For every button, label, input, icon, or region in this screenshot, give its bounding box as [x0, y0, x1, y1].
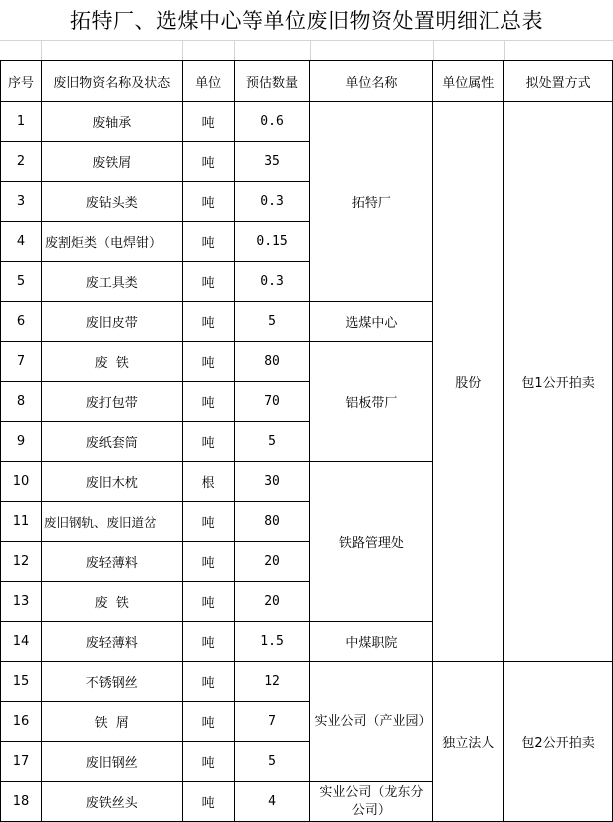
- row-number: 12: [1, 542, 42, 582]
- item-quantity: 4: [234, 782, 310, 822]
- item-unit: 吨: [182, 702, 234, 742]
- unit-name-cell: 实业公司（龙东分公司）: [310, 782, 433, 822]
- item-unit: 吨: [182, 142, 234, 182]
- item-name: 废旧皮带: [41, 302, 182, 342]
- unit-name-cell: 实业公司（产业园）: [310, 662, 433, 782]
- item-name: 废轴承: [41, 102, 182, 142]
- item-unit: 吨: [182, 382, 234, 422]
- row-number: 13: [1, 582, 42, 622]
- item-unit: 吨: [182, 582, 234, 622]
- row-number: 14: [1, 622, 42, 662]
- item-name: 废旧钢丝: [41, 742, 182, 782]
- item-name: 废割炬类（电焊钳）: [41, 222, 182, 262]
- item-unit: 吨: [182, 662, 234, 702]
- item-quantity: 7: [234, 702, 310, 742]
- item-quantity: 12: [234, 662, 310, 702]
- item-unit: 吨: [182, 542, 234, 582]
- row-number: 2: [1, 142, 42, 182]
- item-name: 废 铁: [41, 342, 182, 382]
- table-row: [1, 662, 613, 702]
- row-number: 16: [1, 702, 42, 742]
- header-cell-qty: 预估数量: [234, 61, 310, 102]
- item-name: 废钻头类: [41, 182, 182, 222]
- item-quantity: 1.5: [234, 622, 310, 662]
- header-cell-disposal: 拟处置方式: [504, 61, 613, 102]
- item-quantity: 20: [234, 582, 310, 622]
- item-quantity: 20: [234, 542, 310, 582]
- item-quantity: 30: [234, 462, 310, 502]
- table-row: [1, 102, 613, 142]
- item-unit: 吨: [182, 302, 234, 342]
- row-number: 11: [1, 502, 42, 542]
- item-unit: 吨: [182, 222, 234, 262]
- disposal-method-cell: 包2公开拍卖: [504, 662, 613, 822]
- row-number: 6: [1, 302, 42, 342]
- item-name: 不锈钢丝: [41, 662, 182, 702]
- item-quantity: 80: [234, 342, 310, 382]
- item-quantity: 5: [234, 302, 310, 342]
- row-number: 4: [1, 222, 42, 262]
- item-quantity: 70: [234, 382, 310, 422]
- unit-attribute-cell: 股份: [433, 102, 504, 662]
- item-quantity: 35: [234, 142, 310, 182]
- item-unit: 吨: [182, 622, 234, 662]
- header-cell-unit-name: 单位名称: [310, 61, 433, 102]
- unit-attribute-cell: 独立法人: [433, 662, 504, 822]
- item-name: 废铁丝头: [41, 782, 182, 822]
- item-unit: 吨: [182, 502, 234, 542]
- item-quantity: 0.6: [234, 102, 310, 142]
- header-cell-unit: 单位: [182, 61, 234, 102]
- row-number: 18: [1, 782, 42, 822]
- item-unit: 吨: [182, 182, 234, 222]
- row-number: 1: [1, 102, 42, 142]
- row-number: 17: [1, 742, 42, 782]
- header-cell-name: 废旧物资名称及状态: [41, 61, 182, 102]
- disposal-method-cell: 包1公开拍卖: [504, 102, 613, 662]
- disposal-detail-table: [0, 60, 613, 822]
- item-name: 废轻薄料: [41, 622, 182, 662]
- item-unit: 吨: [182, 342, 234, 382]
- item-unit: 吨: [182, 102, 234, 142]
- item-name: 废铁屑: [41, 142, 182, 182]
- row-number: 5: [1, 262, 42, 302]
- row-number: 9: [1, 422, 42, 462]
- item-name: 废工具类: [41, 262, 182, 302]
- item-quantity: 5: [234, 422, 310, 462]
- row-number: 7: [1, 342, 42, 382]
- header-cell-no: 序号: [1, 61, 42, 102]
- item-name: 废轻薄料: [41, 542, 182, 582]
- item-quantity: 5: [234, 742, 310, 782]
- unit-name-cell: 拓特厂: [310, 102, 433, 302]
- item-unit: 吨: [182, 782, 234, 822]
- unit-name-cell: 中煤职院: [310, 622, 433, 662]
- header-cell-attribute: 单位属性: [433, 61, 504, 102]
- item-quantity: 0.3: [234, 182, 310, 222]
- header-row: [1, 61, 613, 102]
- item-quantity: 0.15: [234, 222, 310, 262]
- unit-name-cell: 铁路管理处: [310, 462, 433, 622]
- item-quantity: 80: [234, 502, 310, 542]
- row-number: 8: [1, 382, 42, 422]
- item-name: 废 铁: [41, 582, 182, 622]
- unit-name-cell: 选煤中心: [310, 302, 433, 342]
- document-title: 拓特厂、选煤中心等单位废旧物资处置明细汇总表: [0, 0, 613, 41]
- item-name: 废旧木枕: [41, 462, 182, 502]
- unit-name-cell: 铝板带厂: [310, 342, 433, 462]
- item-name: 废旧钢轨、废旧道岔: [41, 502, 182, 542]
- item-quantity: 0.3: [234, 262, 310, 302]
- blank-spacer-row: [0, 41, 613, 60]
- item-unit: 根: [182, 462, 234, 502]
- item-unit: 吨: [182, 262, 234, 302]
- item-unit: 吨: [182, 742, 234, 782]
- row-number: 15: [1, 662, 42, 702]
- row-number: 10: [1, 462, 42, 502]
- item-name: 废打包带: [41, 382, 182, 422]
- item-name: 铁 屑: [41, 702, 182, 742]
- item-unit: 吨: [182, 422, 234, 462]
- row-number: 3: [1, 182, 42, 222]
- item-name: 废纸套筒: [41, 422, 182, 462]
